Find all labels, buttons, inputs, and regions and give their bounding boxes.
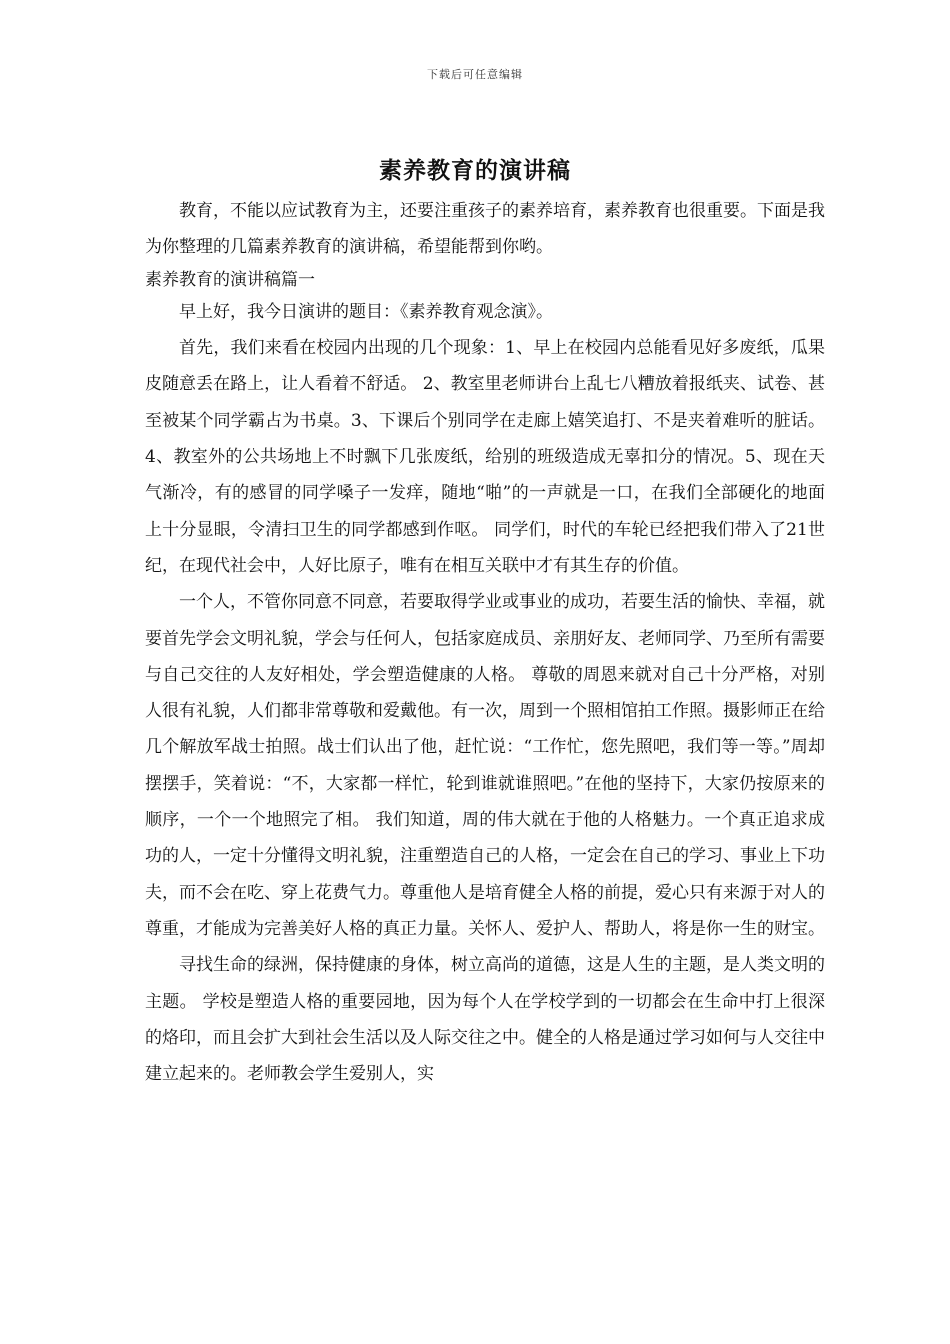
- document-title: 素养教育的演讲稿: [379, 157, 571, 184]
- paragraph-intro: 教育，不能以应试教育为主，还要注重孩子的素养培育，素养教育也很重要。下面是我为你整理的几篇素养教育的演讲稿，希望能帮到你哟。: [145, 201, 825, 258]
- section-heading: 素养教育的演讲稿篇一: [145, 269, 315, 290]
- paragraph-life-oasis: 寻找生命的绿洲，保持健康的身体，树立高尚的道德，这是人生的主题，是人类文明的主题。 学校是塑造人格的重要园地，因为每个人在学校学到的一切都会在生命中打上很深的烙印，而且会扩大到社会生活以及人际交往之中。健全的人格是通过学习如何与人交往中建立起来的。老师教会学生爱别人，实: [145, 955, 825, 1085]
- header-note: 下载后可任意编辑: [427, 68, 523, 81]
- document-body: [145, 193, 825, 1092]
- paragraph-phenomena: 首先，我们来看在校园内出现的几个现象：1、早上在校园内总能看见好多废纸，瓜果皮随意丢在路上，让人看着不舒适。 2、教室里老师讲台上乱七八糟放着报纸夹、试卷、甚至被某个同学霸占为书桌。3、下课后个别同学在走廊上嬉笑追打、不是夹着难听的脏话。4、教室外的公共场地上不时飘下几张废纸，给别的班级造成无辜扣分的情况。5、现在天气渐冷，有的感冒的同学嗓子一发痒，随地“啪”的一声就是一口，在我们全部硬化的地面上十分显眼，令清扫卫生的同学都感到作呕。 同学们，时代的车轮已经把我们带入了21世纪，在现代社会中，人好比原子，唯有在相互关联中才有其生存的价值。: [145, 338, 825, 576]
- paragraph-greeting: 早上好，我今日演讲的题目：《素养教育观念演》。: [179, 301, 553, 322]
- paragraph-etiquette: 一个人，不管你同意不同意，若要取得学业或事业的成功，若要生活的愉快、幸福，就要首先学会文明礼貌，学会与任何人，包括家庭成员、亲朋好友、老师同学、乃至所有需要与自己交往的人友好相处，学会塑造健康的人格。 尊敬的周恩来就对自己十分严格，对别人很有礼貌，人们都非常尊敬和爱戴他。有一次，周到一个照相馆拍工作照。摄影师正在给几个解放军战士拍照。战士们认出了他，赶忙说：“工作忙，您先照吧，我们等一等。”周却摆摆手，笑着说：“不，大家都一样忙，轮到谁就谁照吧。”在他的坚持下，大家仍按原来的顺序，一个一个地照完了相。 我们知道，周的伟大就在于他的人格魅力。一个真正追求成功的人，一定十分懂得文明礼貌，注重塑造自己的人格，一定会在自己的学习、事业上下功夫，而不会在吃、穿上花费气力。尊重他人是培育健全人格的前提，爱心只有来源于对人的尊重，才能成为完善美好人格的真正力量。关怀人、爱护人、帮助人，将是你一生的财宝。: [145, 592, 825, 939]
